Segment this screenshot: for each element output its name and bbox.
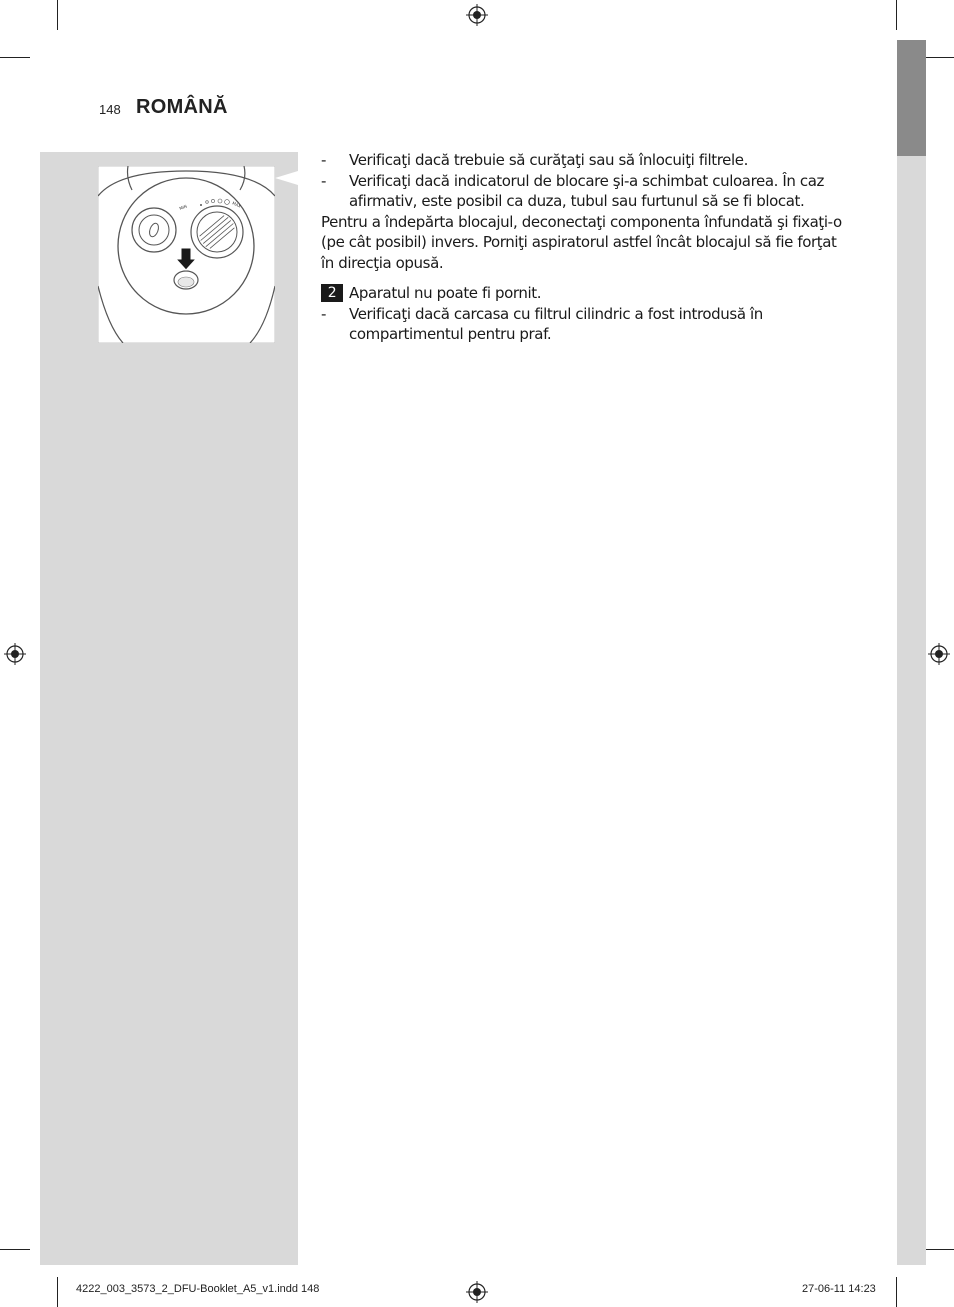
bullet-text: Verificaţi dacă carcasa cu filtrul cilindric a fost introdusă în compartimentul pentru praf. — [349, 304, 763, 343]
dial-min-label: MIN — [178, 203, 188, 211]
step-heading — [321, 283, 851, 304]
list-item — [321, 171, 851, 212]
instruction-paragraph: Pentru a îndepărta blocajul, deconectaţi componenta înfundată şi fixaţi-o (pe cât posibil) invers. Porniţi aspiratorul astfel încât blocajul să fie forţat în direcţia opusă. — [321, 212, 842, 272]
troubleshooting-content — [321, 150, 851, 345]
crop-mark — [896, 0, 897, 30]
registration-mark-icon — [466, 4, 488, 26]
crop-mark — [0, 57, 30, 58]
crop-mark — [57, 0, 58, 30]
list-item — [321, 150, 851, 171]
page-title: ROMÂNĂ — [136, 96, 228, 118]
right-edge-strip — [897, 40, 926, 1265]
crop-mark — [0, 1249, 30, 1250]
crop-mark — [924, 57, 954, 58]
crop-mark — [896, 1277, 897, 1307]
callout-pointer — [275, 166, 305, 190]
vacuum-dial-illustration — [98, 166, 275, 343]
language-tab-marker — [897, 40, 926, 156]
bullet-text: Verificaţi dacă trebuie să curăţaţi sau să înlocuiţi filtrele. — [349, 151, 748, 169]
page-number: 148 — [99, 102, 121, 117]
footer-datetime: 27-06-11 14:23 — [802, 1283, 876, 1295]
step-text: Aparatul nu poate fi pornit. — [349, 284, 542, 302]
registration-mark-icon — [928, 643, 950, 665]
registration-mark-icon — [466, 1281, 488, 1303]
list-item — [321, 304, 851, 345]
bullet-dash: - — [321, 304, 327, 323]
bullet-text: Verificaţi dacă indicatorul de blocare şi-a schimbat culoarea. În caz afirmativ, este posibil ca duza, tubul sau furtunul să se fi blocat. — [349, 171, 824, 210]
dial-max-label: MAX — [231, 200, 242, 209]
step-number-badge: 2 — [321, 284, 343, 302]
crop-mark — [924, 1249, 954, 1250]
crop-mark — [57, 1277, 58, 1307]
bullet-dash: - — [321, 171, 327, 190]
registration-mark-icon — [4, 643, 26, 665]
bullet-dash: - — [321, 151, 327, 169]
footer-filename: 4222_003_3573_2_DFU-Booklet_A5_v1.indd 148 — [76, 1283, 320, 1295]
